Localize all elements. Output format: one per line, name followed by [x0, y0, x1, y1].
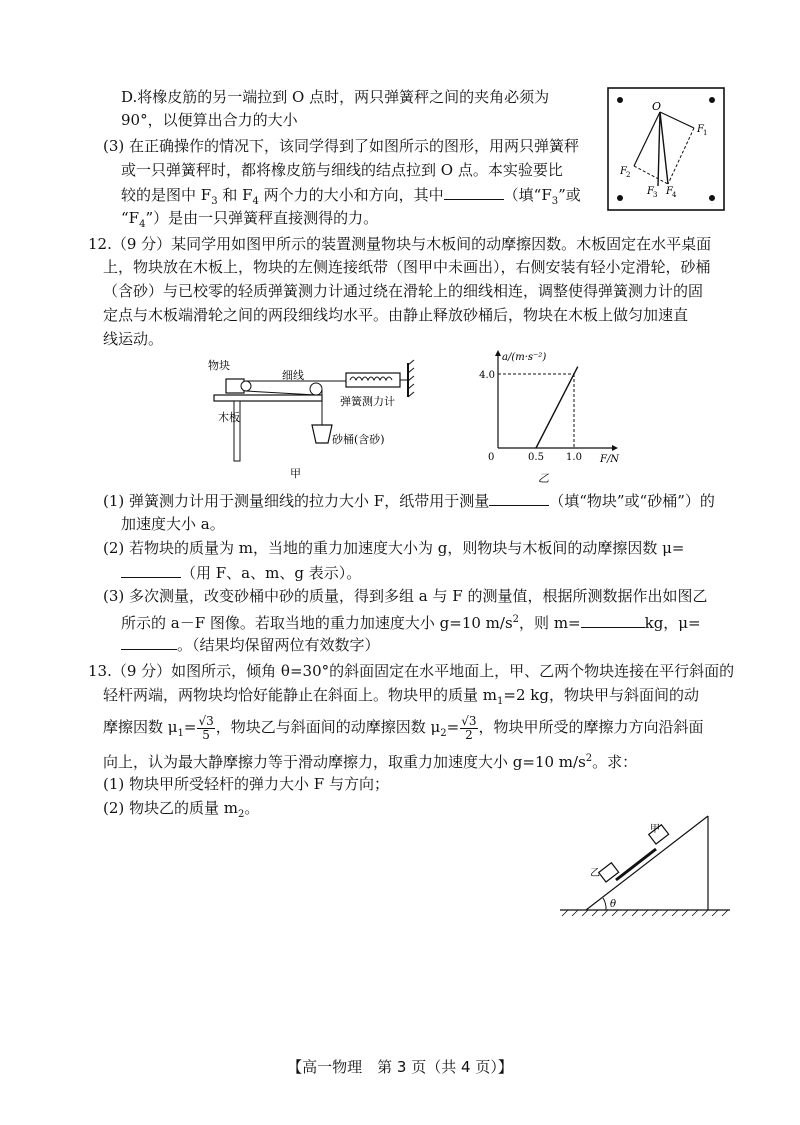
- q13-stem-line3: [103, 712, 704, 749]
- text: 。（结果均保留两位有效数字）: [177, 636, 380, 654]
- label-board: 木板: [218, 411, 240, 424]
- y-axis-arrow: [495, 350, 501, 356]
- force-diagram-figure: [606, 86, 726, 212]
- text: =: [446, 718, 460, 736]
- denominator: 2: [465, 727, 473, 742]
- sand-bucket: [312, 425, 332, 443]
- q13-sub1: (1) 物块甲所受轻杆的弹力大小 F 与方向；: [103, 775, 389, 793]
- subscript: 2: [238, 809, 245, 820]
- label-bucket: 砂桶(含砂): [332, 433, 385, 446]
- caption-jia: 甲: [290, 467, 301, 480]
- corner-pin: [617, 97, 623, 103]
- text: （填“物块”或“砂桶”）的: [549, 492, 715, 510]
- dashed-line: [634, 166, 668, 184]
- q11-option-d-line1: D.将橡皮筋的另一端拉到 O 点时，两只弹簧秤之间的夹角必须为: [121, 88, 550, 106]
- f2-arrow: [634, 112, 660, 166]
- caption-yi: 乙: [538, 472, 549, 485]
- text: ，物块甲所受的摩擦力方向沿斜面: [478, 718, 704, 736]
- f4-arrow: [660, 112, 668, 184]
- incline-figure: [558, 812, 734, 924]
- numerator: √3: [461, 713, 477, 728]
- q13-sub2: [103, 797, 259, 826]
- q13-stem-line2: [103, 684, 699, 713]
- x-axis-label: F/N: [600, 454, 620, 465]
- board: [214, 395, 322, 401]
- superscript: 2: [512, 614, 520, 625]
- superscript: 2: [585, 753, 593, 764]
- text: 和 F: [217, 186, 253, 204]
- block-pulley: [241, 381, 251, 391]
- text: =2 kg，物块甲与斜面间的动: [503, 686, 699, 704]
- subscript: 3: [211, 196, 218, 207]
- subscript: 1: [497, 696, 504, 707]
- ground-hatch: [562, 910, 728, 916]
- apparatus-figure: [200, 355, 440, 485]
- text: “F: [121, 209, 140, 227]
- text: (1) 弹簧测力计用于测量细线的拉力大小 F，纸带用于测量: [103, 492, 490, 510]
- y-axis-label: a/(m·s⁻²): [502, 352, 547, 363]
- text: 两个力的大小和方向，其中: [258, 186, 444, 204]
- answer-blank[interactable]: [581, 611, 645, 628]
- x-tick-1-0: 1.0: [566, 452, 582, 463]
- corner-pin: [617, 195, 623, 201]
- label-yi: 乙: [590, 868, 600, 879]
- q12-sub1-line2: 加速度大小 a。: [121, 515, 225, 533]
- q11-option-d-line2: 90°，以便算出合力的大小: [121, 111, 298, 129]
- label-f3-sub: 3: [653, 191, 658, 199]
- data-line: [536, 367, 578, 448]
- text: 摩擦因数 μ: [103, 718, 178, 736]
- text: 。: [244, 799, 260, 817]
- page-footer: 【高一物理 第 3 页（共 4 页）】: [287, 1058, 513, 1076]
- y-tick-4: 4.0: [479, 370, 495, 381]
- subscript: 4: [139, 219, 146, 230]
- incline-surface: [586, 816, 708, 910]
- q13-stem-line1: 13.（9 分）如图所示，倾角 θ=30°的斜面固定在水平地面上，甲、乙两个物块连接在平行斜面的: [88, 662, 735, 680]
- text: =: [183, 718, 197, 736]
- subscript: 1: [177, 728, 184, 739]
- origin-label: 0: [488, 452, 495, 463]
- q12-stem-line4: 定点与木板端滑轮之间的两段细线均水平。由静止释放砂桶后，物块在木板上做匀加速直: [103, 306, 689, 324]
- label-o: O: [652, 100, 662, 113]
- label-f1: F: [697, 124, 704, 135]
- a-f-graph: [472, 348, 622, 488]
- dashed-line: [668, 128, 694, 184]
- text: ”或: [558, 186, 581, 204]
- x-axis-arrow: [612, 445, 618, 451]
- answer-blank[interactable]: [444, 183, 504, 200]
- subscript: 4: [252, 196, 259, 207]
- text: kg，μ=: [644, 614, 701, 632]
- text: 轻杆两端，两物块均恰好能静止在斜面上。物块甲的质量 m: [103, 686, 497, 704]
- fraction: [197, 715, 214, 742]
- q12-sub2-line2: [121, 561, 361, 584]
- label-jia: 甲: [650, 824, 660, 835]
- answer-blank[interactable]: [121, 633, 177, 650]
- q13-stem-line4: [103, 748, 637, 773]
- text: ”）是由一只弹簧秤直接测得的力。: [145, 209, 379, 227]
- label-f1-sub: 1: [703, 129, 708, 137]
- text: （用 F、a、m、g 表示）。: [181, 564, 362, 582]
- q11-part3-line1: (3) 在正确操作的情况下，该同学得到了如图所示的图形，用两只弹簧秤: [103, 137, 580, 155]
- x-tick-0-5: 0.5: [528, 452, 544, 463]
- q12-sub3-line3: [121, 633, 380, 656]
- q12-stem-line5: 线运动。: [103, 330, 164, 348]
- text: (2) 物块乙的质量 m: [103, 799, 239, 817]
- denominator: 5: [202, 727, 210, 742]
- label-string: 细线: [282, 369, 304, 382]
- corner-pin: [709, 97, 715, 103]
- q12-stem-line2: 上，物块放在木板上，物块的左侧连接纸带（图甲中未画出），右侧安装有轻小定滑轮，砂桶: [103, 258, 711, 276]
- label-block: 物块: [208, 359, 230, 372]
- f1-arrow: [660, 112, 694, 128]
- text: 。求：: [592, 753, 638, 771]
- answer-blank[interactable]: [121, 561, 181, 578]
- label-f2: F: [620, 166, 627, 177]
- subscript: 2: [440, 728, 447, 739]
- label-f2-sub: 2: [626, 171, 631, 179]
- q11-part3-line2: 或一只弹簧秤时，都将橡皮筋与细线的结点拉到 O 点。本实验要比: [121, 161, 563, 179]
- q12-sub1-line1: [103, 489, 715, 512]
- q12-stem-line1: 12.（9 分）某同学用如图甲所示的装置测量物块与木板间的动摩擦因数。木板固定在水平桌面: [88, 235, 712, 253]
- answer-blank[interactable]: [489, 489, 549, 506]
- text: 向上，认为最大静摩擦力等于滑动摩擦力，取重力加速度大小 g=10 m/s: [103, 753, 586, 771]
- light-rod: [616, 849, 656, 880]
- text: （填“F: [503, 186, 552, 204]
- f3-arrow: [658, 112, 660, 186]
- numerator: √3: [198, 713, 214, 728]
- subscript: 3: [551, 196, 559, 207]
- text: 较的是图中 F: [121, 186, 212, 204]
- text: 所示的 a－F 图像。若取当地的重力加速度大小 g=10 m/s: [121, 614, 513, 632]
- q11-part3-line4: [121, 207, 378, 236]
- q12-sub3-line2: [121, 609, 701, 634]
- text: ，物块乙与斜面间的动摩擦因数 μ: [215, 718, 441, 736]
- label-f3: F: [647, 186, 654, 197]
- angle-arc: [603, 898, 606, 910]
- q12-sub3-line1: (3) 多次测量，改变砂桶中砂的质量，得到多组 a 与 F 的测量值，根据所测数据作出如图乙: [103, 587, 708, 605]
- q12-stem-line3: （含砂）与已校零的轻质弹簧测力计通过绕在滑轮上的细线相连，调整使得弹簧测力计的固: [103, 282, 704, 300]
- label-f4-sub: 4: [672, 191, 677, 199]
- text: ，则 m=: [519, 614, 581, 632]
- label-f4: F: [666, 186, 673, 197]
- table-leg: [234, 401, 240, 461]
- string-lower: [246, 391, 316, 395]
- label-theta: θ: [610, 899, 617, 910]
- fraction: [460, 715, 477, 742]
- label-spring-scale: 弹簧测力计: [340, 395, 395, 408]
- board-pulley: [310, 383, 322, 395]
- corner-pin: [709, 195, 715, 201]
- q12-sub2-line1: (2) 若物块的质量为 m，当地的重力加速度大小为 g，则物块与木板间的动摩擦因数 μ=: [103, 539, 685, 557]
